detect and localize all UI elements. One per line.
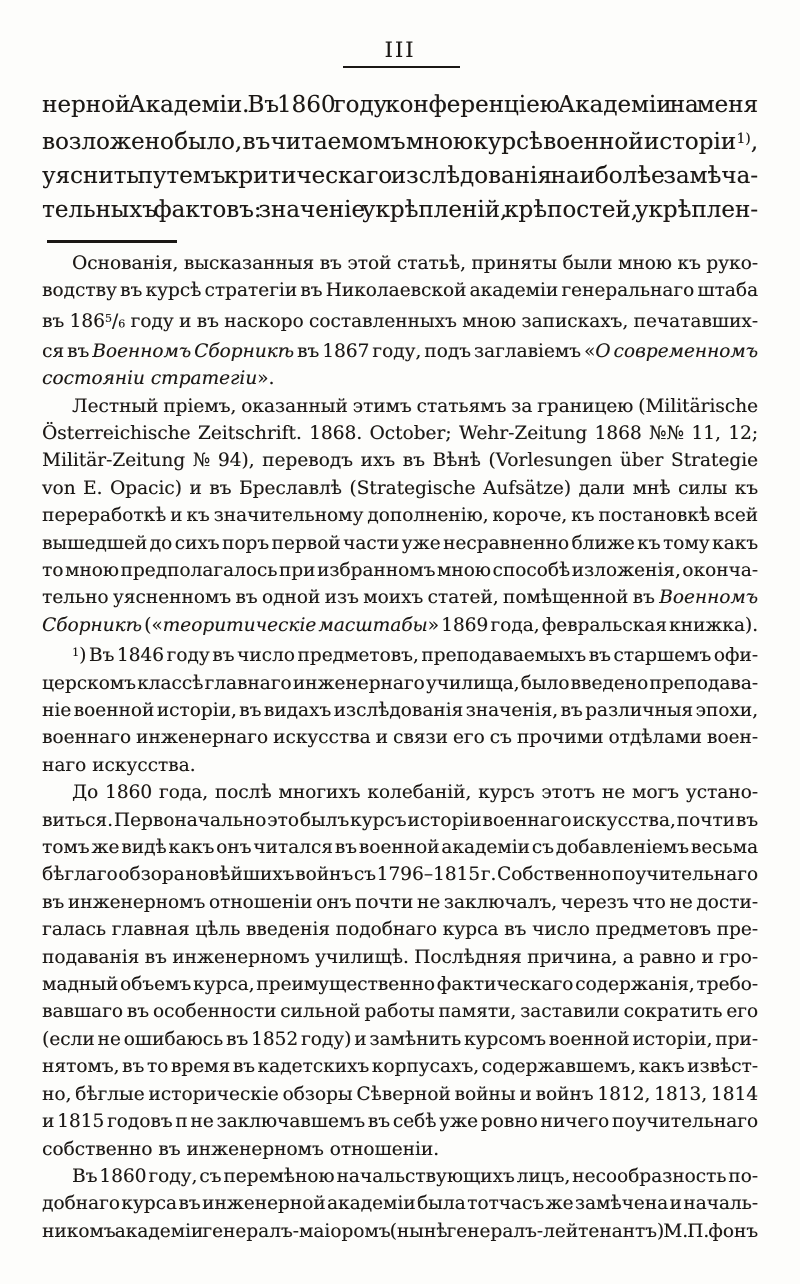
text-segment: году и въ наскоро составленныхъ мною запискахъ, печатавших-	[125, 310, 758, 332]
text-segment: (если не ошибаюсь въ 1852 году) и замѣнить курсомъ военной исторіи, при-	[42, 1028, 758, 1050]
text-segment: вышедшей до сихъ поръ первой части уже несравненно ближе къ тому какъ	[42, 532, 758, 554]
text-line	[42, 697, 758, 724]
text-segment: тельныхъ фактовъ: значеніе укрѣпленій, крѣпостей, укрѣплен-	[42, 197, 758, 224]
footnote-marker: 1)	[736, 131, 751, 147]
text-segment: въ инженерномъ отношеніи онъ почти не заключалъ, черезъ что не дости-	[42, 891, 758, 913]
text-segment: Военномъ	[659, 587, 758, 609]
text-segment: томъ же видѣ какъ онъ читался въ военной академіи съ добавленіемъ весьма	[42, 837, 758, 859]
text-line	[42, 1108, 758, 1135]
footnote-text	[42, 250, 758, 1245]
main-text	[42, 88, 758, 227]
text-segment: нятомъ, въ то время въ кадетскихъ корпусахъ, содержавшемъ, какъ извѣст-	[42, 1056, 758, 1078]
text-segment: виться. Первоначально это былъ курсъ исторіи военнаго искусства, почти въ	[42, 809, 758, 831]
text-segment: /	[111, 310, 119, 332]
text-line	[42, 502, 758, 529]
footnote-separator-rule	[47, 240, 177, 243]
text-segment: церскомъ классѣ главнаго инженернаго училища, было введено преподава-	[42, 672, 758, 694]
text-segment: бѣглаго обзора новѣйшихъ войнъ съ 1796–1815 г. Собственно поучительнаго	[42, 864, 758, 886]
text-line	[42, 475, 758, 502]
text-line	[42, 338, 758, 365]
text-segment: von E. Opacic) и въ Бреславлѣ (Strategische Aufsätze) дали мнѣ силы къ	[42, 477, 758, 499]
text-segment: ,	[750, 129, 758, 156]
text-segment: Militär-Zeitung № 94), переводъ ихъ въ Вѣнѣ (Vorlesungen über Strategie	[42, 450, 758, 472]
text-segment: ».	[257, 368, 275, 390]
page-number-rule	[343, 66, 460, 68]
text-line	[42, 365, 758, 392]
text-segment: возложено было, въ читаемомъ мною курсѣ военной исторіи	[42, 129, 737, 156]
text-segment: и 1815 годовъ п не заключавшемъ въ себѣ уже ровно ничего поучительнаго	[42, 1111, 758, 1133]
text-segment: О современномъ	[595, 340, 758, 362]
text-line	[42, 305, 758, 338]
text-segment: добнаго курса въ инженерной академіи была тотчасъ же замѣчена и началь-	[42, 1193, 758, 1215]
text-line	[42, 393, 758, 420]
text-segment: мадный объемъ курса, преимущественно фактическаго содержанія, требо-	[42, 974, 758, 996]
paragraph-indent	[42, 268, 72, 269]
paragraph-indent	[42, 797, 72, 798]
text-line	[42, 584, 758, 611]
text-segment: теоритическіе масштабы	[162, 614, 428, 636]
text-segment: 6	[118, 317, 126, 331]
text-line	[42, 752, 758, 779]
text-line	[42, 159, 758, 193]
text-line	[42, 670, 758, 697]
text-segment: собственно въ инженерномъ отношеніи.	[42, 1138, 440, 1160]
text-line	[42, 1136, 758, 1163]
text-segment: Österreichische Zeitschrift. 1868. October; Wehr-Zeitung 1868 №№ 11, 12;	[42, 422, 758, 444]
text-segment: тельно уясненномъ въ одной изъ моихъ статей, помѣщенной въ	[42, 587, 660, 609]
text-line	[42, 1053, 758, 1080]
text-line	[42, 557, 758, 584]
text-segment: галась главная цѣль введенія подобнаго курса въ число предметовъ пре-	[42, 919, 758, 941]
text-line	[42, 971, 758, 998]
text-line	[42, 779, 758, 806]
text-segment: наго искусства.	[42, 754, 196, 776]
text-segment: въ 1867 году, подъ заглавіемъ «	[294, 340, 596, 362]
text-line	[42, 1190, 758, 1217]
text-line	[42, 639, 758, 669]
paragraph-indent	[42, 1181, 72, 1182]
text-segment: военнаго инженернаго искусства и связи его съ прочими отдѣлами воен-	[42, 727, 758, 749]
text-segment: До 1860 года, послѣ многихъ колебаній, курсъ этотъ не могъ устано-	[72, 782, 758, 804]
text-segment: Въ 1860 году, съ перемѣною начальствующихъ лицъ, несообразность по-	[72, 1165, 758, 1187]
footnote-marker: 5	[104, 311, 112, 325]
text-line	[42, 889, 758, 916]
paragraph-indent	[42, 411, 72, 412]
text-segment: » 1869 года, февральская книжка).	[427, 614, 758, 636]
text-line	[42, 88, 758, 122]
paragraph-indent	[42, 660, 72, 661]
text-line	[42, 193, 758, 227]
text-line	[42, 724, 758, 751]
text-line	[42, 807, 758, 834]
text-segment: въ 186	[42, 310, 105, 332]
text-line	[42, 916, 758, 943]
text-segment: вавшаго въ особенности сильной работы памяти, заставили сократить его	[42, 1001, 758, 1023]
text-line	[42, 530, 758, 557]
text-line	[42, 1026, 758, 1053]
text-line	[42, 420, 758, 447]
text-line	[42, 1218, 758, 1245]
text-line	[42, 1163, 758, 1190]
text-segment: состояніи стратегіи	[42, 368, 258, 390]
text-segment: Сборникѣ	[42, 614, 142, 636]
text-segment: водству въ курсѣ стратегіи въ Николаевской академіи генеральнаго штаба	[42, 280, 758, 302]
text-segment: то мною предполагалось при избранномъ мною способѣ изложенія, оконча-	[42, 560, 758, 581]
text-segment: переработкѣ и къ значительному дополненію, короче, къ постановкѣ всей	[42, 505, 758, 527]
text-line	[42, 998, 758, 1025]
text-segment: Основанія, высказанныя въ этой статьѣ, приняты были мною къ руко-	[72, 253, 758, 274]
text-line	[42, 447, 758, 474]
text-segment: ся въ	[42, 340, 93, 362]
page-number: III	[384, 38, 416, 62]
text-segment: («	[141, 614, 163, 636]
text-line	[42, 277, 758, 304]
text-line	[42, 122, 758, 159]
text-segment: никомъ академіи генералъ-маіоромъ (нынѣ генералъ-лейтенантъ) М. П. фонъ	[42, 1220, 758, 1242]
text-segment: подаванія въ инженерномъ училищѣ. Послѣдняя причина, а равно и гро-	[42, 946, 758, 968]
text-segment: ) Въ 1846 году въ число предметовъ, преподаваемыхъ въ старшемъ офи-	[79, 645, 758, 667]
text-line	[42, 944, 758, 971]
text-segment: Лестный пріемъ, оказанный этимъ статьямъ за границею (Militärische	[72, 395, 758, 417]
text-line	[42, 1081, 758, 1108]
text-line	[42, 861, 758, 888]
footnote-marker: 1	[72, 646, 80, 660]
text-segment: ніе военной исторіи, въ видахъ изслѣдованія значенія, въ различныя эпохи,	[42, 700, 758, 722]
text-segment: нерной Академіи. Въ 1860 году конференціею Академіи на меня	[42, 92, 758, 118]
text-segment: Военномъ Сборникѣ	[92, 340, 294, 362]
text-line	[42, 834, 758, 861]
text-segment: уяснить путемъ критическаго изслѣдованія наиболѣе замѣча-	[42, 163, 758, 190]
text-line	[42, 250, 758, 277]
text-segment: но, бѣглые историческіе обзоры Сѣверной войны и войнъ 1812, 1813, 1814	[42, 1083, 758, 1105]
text-line	[42, 612, 758, 639]
